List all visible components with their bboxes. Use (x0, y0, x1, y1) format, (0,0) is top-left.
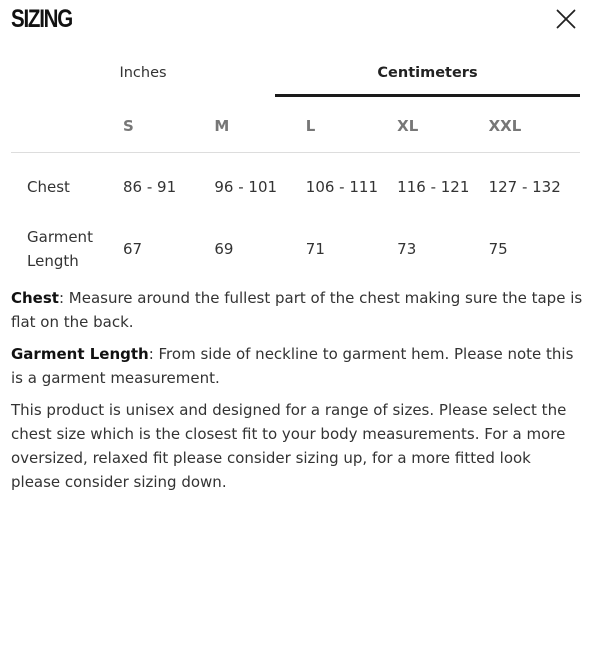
length-value-xl: 73 (397, 240, 417, 258)
chest-value-l: 106 - 111 (305, 178, 378, 196)
table-row-garment-length (11, 221, 580, 277)
size-header-s: S (123, 117, 134, 135)
chest-value-xl: 116 - 121 (397, 178, 470, 196)
unisex-note: This product is unisex and designed for a range of sizes. Please select the chest size which is the closest fit to your body measurements. For a more oversized, relaxed fit please consider sizing up, for a more fitted look please consider sizing down. (11, 401, 567, 491)
length-note (11, 342, 583, 390)
tab-centimeters[interactable]: Centimeters (275, 55, 580, 97)
length-value-l: 71 (305, 240, 325, 258)
size-header-xl: XL (397, 117, 419, 135)
unit-tabs (11, 55, 580, 97)
length-value-xxl: 75 (488, 240, 508, 258)
table-header-row (11, 100, 580, 153)
table-row-chest (11, 153, 580, 222)
row-label-garment-length: Garment Length (27, 228, 93, 270)
tab-inches[interactable]: Inches (119, 65, 167, 81)
size-table (11, 100, 580, 277)
length-value-s: 67 (123, 240, 143, 258)
close-icon (556, 9, 576, 29)
chest-value-s: 86 - 91 (123, 178, 177, 196)
page-title: SIZING (11, 5, 72, 33)
length-value-m: 69 (214, 240, 234, 258)
row-label-chest: Chest (27, 178, 70, 196)
table-header-blank (11, 100, 123, 153)
close-button[interactable] (551, 4, 581, 34)
length-note-text: : From side of neckline to garment hem. Please note this is a garment measurement. (11, 345, 574, 387)
length-note-term: Garment Length (11, 345, 149, 363)
chest-note-term: Chest (11, 289, 59, 307)
chest-value-xxl: 127 - 132 (488, 178, 561, 196)
size-header-m: M (214, 117, 230, 135)
sizing-notes (11, 286, 583, 502)
size-header-xxl: XXL (488, 117, 522, 135)
chest-value-m: 96 - 101 (214, 178, 278, 196)
chest-note (11, 286, 583, 334)
chest-note-text: : Measure around the fullest part of the chest making sure the tape is flat on the back. (11, 289, 583, 331)
size-header-l: L (305, 117, 316, 135)
